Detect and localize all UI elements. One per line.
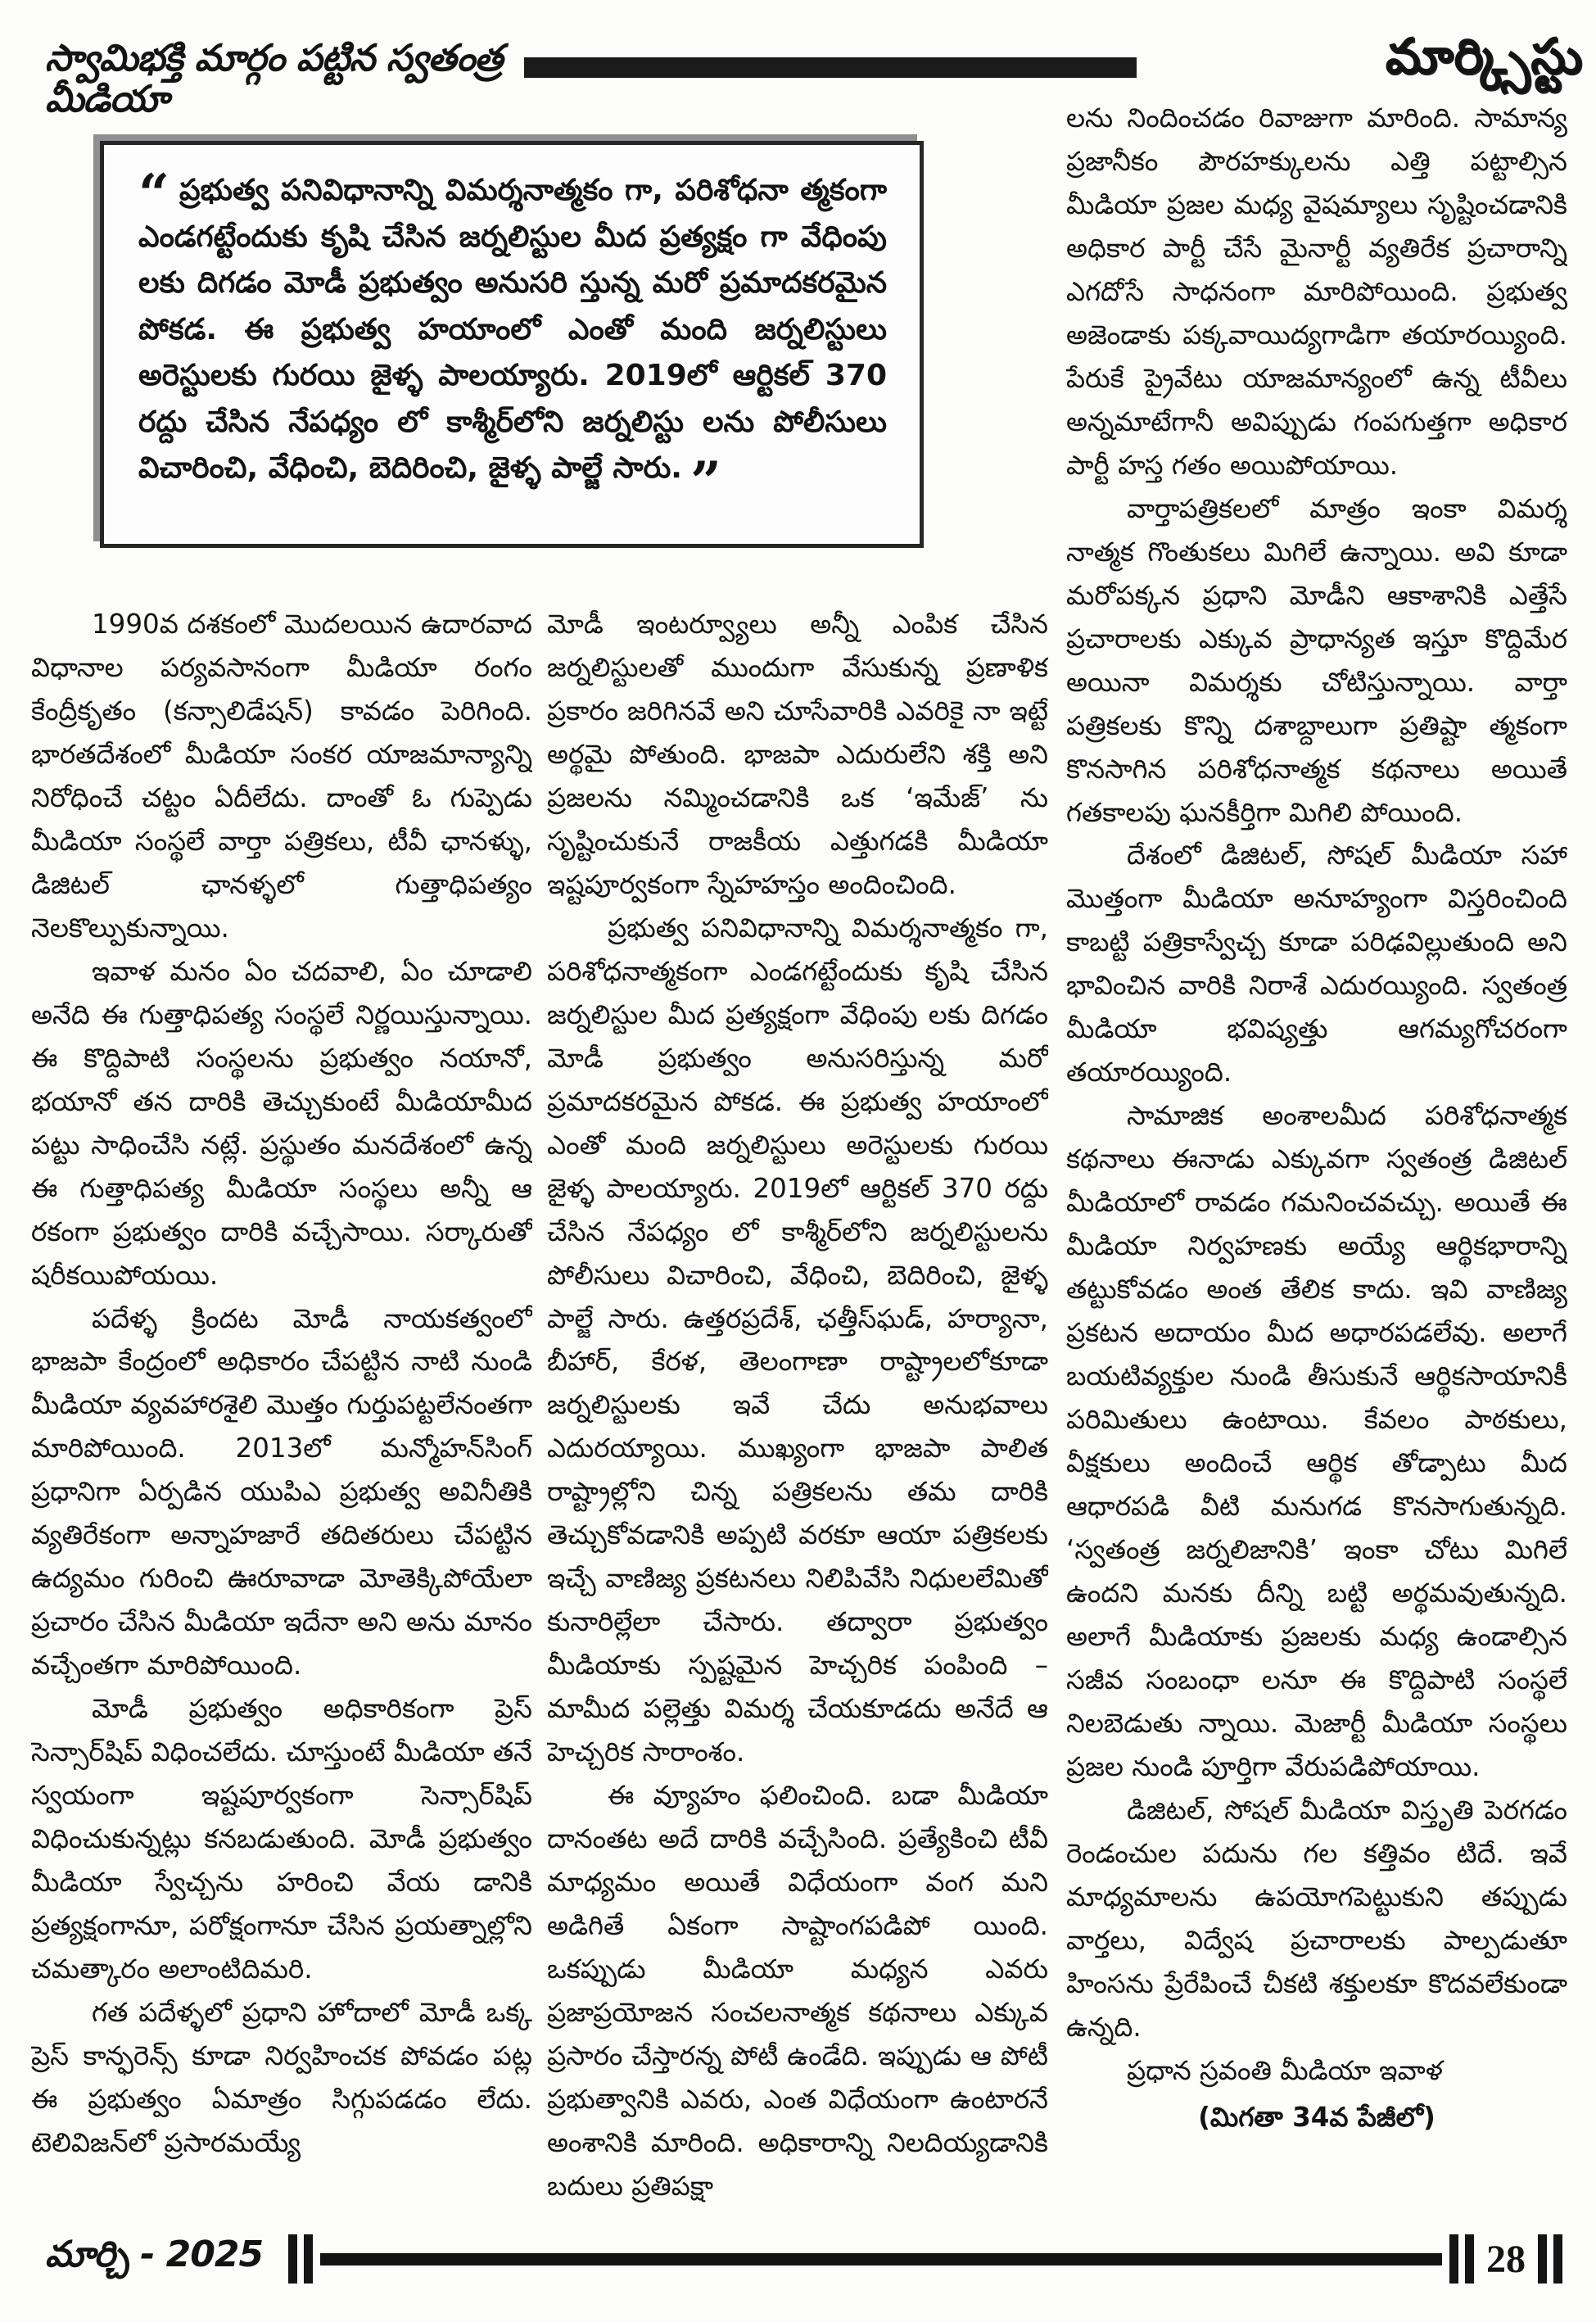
paragraph: సామాజిక అంశాలమీద పరిశోధనాత్మక కథనాలు ఈనాడు ఎక్కువగా స్వతంత్ర డిజిటల్ మీడియాలో రావడం గమనించవచ్చు. అయితే ఈ మీడియా నిర్వహణకు అయ్యే ఆర్థికభారాన్ని తట్టుకోవడం అంత తేలిక కాదు. ఇవి వాణిజ్య ప్రకటన అదాయం మీద అధారపడలేవు. అలాగే బయటివ్యక్తుల నుండి తీసుకునే ఆర్థికసాయానికీ పరిమితులు ఉంటాయి. కేవలం పాఠకులు, వీక్షకులు అందించే ఆర్థిక తోడ్పాటు మీద ఆధారపడి వీటి మనుగడ కొనసాగుతున్నది. ‘స్వతంత్ర జర్నలిజానికి’ ఇంకా చోటు మిగిలే ఉందని మనకు దీన్ని బట్టి అర్థమవుతున్నది. అలాగే మీడియాకు ప్రజలకు మధ్య ఉండాల్సిన సజీవ సంబంధా లనూ ఈ కొద్దిపాటి సంస్థలే నిలబెడుతు న్నాయి. మెజార్టీ మీడియా సంస్థలు ప్రజల నుండి పూర్తిగా వేరుపడిపోయాయి.	[1066, 1100, 1567, 1782]
paragraph: ఇవాళ మనం ఏం చదవాలి, ఏం చూడాలి అనేది ఈ గుత్తాధిపత్య సంస్థలే నిర్ణయిస్తున్నాయి. ఈ కొద్దిపాటి సంస్థలను ప్రభుత్వం నయానో, భయానో తన దారికి తెచ్చుకుంటే మీడియామీద పట్టు సాధించేసి నట్లే. ప్రస్థుతం మనదేశంలో ఉన్న ఈ గుత్తాధిపత్య మీడియా సంస్థలు అన్నీ ఆ రకంగా ప్రభుత్వం దారికి వచ్చేసాయి. సర్కారుతో షరీకయిపోయయి.	[31, 955, 532, 1291]
paragraph: లను నిందించడం రివాజుగా మారింది. సామాన్య ప్రజానీకం పౌరహక్కులను ఎత్తి పట్టాల్సిన మీడియా ప్రజల మధ్య వైషమ్యాలు సృష్టించడానికి అధికార పార్టీ చేసే మైనార్టీ వ్యతిరేక ప్రచారాన్ని ఎగదోసే సాధనంగా మారిపోయింది. ప్రభుత్వ అజెండాకు పక్కవాయిద్యగాడిగా తయారయ్యింది. పేరుకే ప్రైవేటు యాజమాన్యంలో ఉన్న టీవీలు అన్నమాటేగానీ అవిప్పుడు గంపగుత్తగా అధికార పార్టీ హస్త గతం అయిపోయాయి.	[1066, 102, 1567, 481]
paragraph: మోడీ ఇంటర్వ్యూలు అన్నీ ఎంపిక చేసిన జర్నలిస్టులతో ముందుగా వేసుకున్న ప్రణాళిక ప్రకారం జరిగినవే అని చూసేవారికి ఎవరికై నా ఇట్టే అర్థమై పోతుంది. భాజపా ఎదురులేని శక్తి అని ప్రజలను నమ్మించడానికి ఒక ‘ఇమేజ్’ ను సృష్టించుకునే రాజకీయ ఎత్తుగడకి మీడియా ఇష్టపూర్వకంగా స్నేహహస్తం అందించింది.	[547, 609, 1048, 900]
paragraph: మోడీ ప్రభుత్వం అధికారికంగా ప్రెస్ సెన్సార్‌షిప్ విధించలేదు. చూస్తుంటే మీడియా తనే స్వయంగా ఇష్టపూర్వకంగా సెన్సార్‌షిప్ విధించుకున్నట్లు కనబడుతుంది. మోడీ ప్రభుత్వం మీడియా స్వేచ్చను హరించి వేయ డానికి ప్రత్యక్షంగానూ, పరోక్షంగానూ చేసిన ప్రయత్నాల్లోని చమత్కారం అలాంటిదిమరి.	[31, 1693, 532, 1985]
footer-bars-left-icon	[285, 2234, 316, 2284]
text-column-2	[547, 603, 1048, 2233]
paragraph: దేశంలో డిజిటల్, సోషల్ మీడియా సహా మొత్తంగా మీడియా అనూహ్యంగా విస్తరించింది కాబట్టి పత్రికాస్వేచ్చ కూడా పరిఢవిల్లుతుంది అని భావించిన వారికి నిరాశే ఎదురయ్యింది. స్వతంత్ర మీడియా భవిష్యత్తు ఆగమ్యగోచరంగా తయారయ్యింది.	[1066, 840, 1567, 1089]
pull-quote-box	[100, 141, 924, 548]
article-title: స్వామిభక్తి మార్గం పట్టిన స్వతంత్ర మీడియా	[45, 36, 503, 120]
masthead-title: మార్క్సిస్టు	[1385, 28, 1583, 85]
footer-bars-mid-icon	[1446, 2234, 1477, 2284]
open-quote-icon: “	[138, 162, 170, 226]
text-column-3	[1066, 97, 1567, 2234]
pull-quote-text: ప్రభుత్వ పనివిధానాన్ని విమర్శనాత్మకం గా, పరిశోధనా త్మకంగా ఎండగట్టేందుకు కృషి చేసిన జర్నలిస్టుల మీద ప్రత్యక్షం గా వేధింపు లకు దిగడం మోడీ ప్రభుత్వం అనుసరి స్తున్న మరో ప్రమాదకరమైన పోకడ. ఈ ప్రభుత్వ హయాంలో ఎంతో మంది జర్నలిస్టులు అరెస్టులకు గురయి జైళ్ళ పాలయ్యారు. 2019లో ఆర్టికల్ 370 రద్దు చేసిన నేపధ్యం లో కాశ్మీర్‌లోని జర్నలిస్టు లను పోలీసులు విచారించి, వేధించి, బెదిరించి, జైళ్ళ పాల్జే సారు.	[138, 174, 887, 486]
header-rule	[524, 57, 1137, 78]
footer-bars-right-icon	[1535, 2234, 1566, 2284]
paragraph: ఈ వ్యూహం ఫలించింది. బడా మీడియా దానంతట అదే దారికి వచ్చేసింది. ప్రత్యేకించి టీవీ మాధ్యమం అయితే విధేయంగా వంగ మని అడిగితే ఏకంగా సాష్టాంగపడిపో యింది. ఒకప్పుడు మీడియా మధ్యన ఎవరు ప్రజాప్రయోజన సంచలనాత్మక కథనాలు ఎక్కువ ప్రసారం చేస్తారన్న పోటీ ఉండేది. ఇప్పుడు ఆ పోటీ ప్రభుత్వానికి ఎవరు, ఎంత విధేయంగా ఉంటారనే అంశానికి మారింది. అధికారాన్ని నిలదియ్యడానికి బదులు ప్రతిపక్షా	[547, 1780, 1048, 2202]
paragraph: ప్రభుత్వ పనివిధానాన్ని విమర్శనాత్మకం గా, పరిశోధనాత్మకంగా ఎండగట్టేందుకు కృషి చేసిన జర్నలిస్టుల మీద ప్రత్యక్షంగా వేధింపు లకు దిగడం మోడీ ప్రభుత్వం అనుసరిస్తున్న మరో ప్రమాదకరమైన పోకడ. ఈ ప్రభుత్వ హయాంలో ఎంతో మంది జర్నలిస్టులు అరెస్టులకు గురయి జైళ్ళ పాలయ్యారు. 2019లో ఆర్టికల్ 370 రద్దు చేసిన నేపధ్యం లో కాశ్మీర్‌లోని జర్నలిస్టులను పోలీసులు విచారించి, వేధించి, బెదిరించి, జైళ్ళ పాల్జే సారు. ఉత్తరప్రదేశ్, ఛత్తీస్‌ఘడ్, హర్యానా, బీహార్, కేరళ, తెలంగాణా రాష్ట్రాలలోకూడా జర్నలిస్టులకు ఇవే చేదు అనుభవాలు ఎదురయ్యాయి. ముఖ్యంగా భాజపా పాలిత రాష్ట్రాల్లోని చిన్న పత్రికలను తమ దారికి తెచ్చుకోవడానికి అప్పటి వరకూ ఆయా పత్రికలకు ఇచ్చే వాణిజ్య ప్రకటనలు నిలిపివేసి నిధులలేమితో కునారిల్లేలా చేసారు. తద్వారా ప్రభుత్వం మీడియాకు స్పష్టమైన హెచ్చరిక పంపింది – మామీద పల్లెత్తు విమర్శ చేయకూడదు అనేదే ఆ హెచ్చరిక సారాంశం.	[547, 912, 1048, 1768]
footer-rule	[320, 2253, 1442, 2265]
paragraph: 1990వ దశకంలో మొదలయిన ఉదారవాద విధానాల పర్యవసానంగా మీడియా రంగం కేంద్రీకృతం (కన్సాలిడేషన్) కావడం పెరిగింది. భారతదేశంలో మీడియా సంకర యాజమాన్యాన్ని నిరోధించే చట్టం ఏదీలేదు. దాంతో ఓ గుప్పెడు మీడియా సంస్థలే వార్తా పత్రికలు, టీవీ ఛానళ్ళు, డిజిటల్ ఛానళ్ళలో గుత్తాధిపత్యం నెలకొల్పుకున్నాయి.	[31, 609, 532, 944]
paragraph: పదేళ్ళ క్రిందట మోడీ నాయకత్వంలో భాజపా కేంద్రంలో అధికారం చేపట్టిన నాటి నుండి మీడియా వ్యవహారశైలి మొత్తం గుర్తుపట్టలేనంతగా మారిపోయింది. 2013లో మన్మోహన్‌సింగ్ ప్రధానిగా ఏర్పడిన యుపిఎ ప్రభుత్వ అవినీతికి వ్యతిరేకంగా అన్నాహజారే తదితరులు చేపట్టిన ఉద్యమం గురించి ఊరూవాడా మోతెక్కిపోయేలా ప్రచారం చేసిన మీడియా ఇదేనా అని అను మానం వచ్చేంతగా మారిపోయింది.	[31, 1302, 532, 1682]
text-column-1	[31, 603, 532, 2220]
page-number: 28	[1486, 2237, 1526, 2281]
paragraph: గత పదేళ్ళలో ప్రధాని హోదాలో మోడీ ఒక్క ప్రెస్ కాన్ఫరెన్స్ కూడా నిర్వహించక పోవడం పట్ల ఈ ప్రభుత్వం ఏమాత్రం సిగ్గుపడడం లేదు. టెలివిజన్‌లో ప్రసారమయ్యే	[31, 1997, 532, 2158]
paragraph: డిజిటల్, సోషల్ మీడియా విస్తృతి పెరగడం రెండంచుల పదును గల కత్తివం టిదే. ఇవే మాధ్యమాలను ఉపయోగపెట్టుకుని తప్పుడు వార్తలు, విద్వేష ప్రచారాలకు పాల్పడుతూ హింసను ప్రేరేపించే చీకటి శక్తులకూ కొదవలేకుండా ఉన్నది.	[1066, 1794, 1567, 2043]
issue-date: మార్చి - 2025	[45, 2234, 264, 2275]
continuation-note: (మిగతా 34వ పేజీలో)	[1198, 2101, 1435, 2133]
paragraph: ప్రధాన స్రవంతి మీడియా ఇవాళ	[1127, 2054, 1443, 2086]
close-quote-icon: ”	[689, 450, 721, 514]
page-footer	[45, 2229, 1570, 2288]
paragraph: వార్తాపత్రికలలో మాత్రం ఇంకా విమర్శ నాత్మక గొంతుకలు మిగిలే ఉన్నాయి. అవి కూడా మరోపక్కన ప్రధాని మోడీని ఆకాశానికి ఎత్తేసే ప్రచారాలకు ఎక్కువ ప్రాధాన్యత ఇస్తూ కొద్దిమేర అయినా విమర్శకు చోటిస్తున్నాయి. వార్తా పత్రికలకు కొన్ని దశాబ్దాలుగా ప్రతిష్టా త్మకంగా కొనసాగిన పరిశోధనాత్మక కథనాలు అయితే గతకాలపు ఘనకీర్తిగా మిగిలి పోయింది.	[1066, 492, 1567, 828]
